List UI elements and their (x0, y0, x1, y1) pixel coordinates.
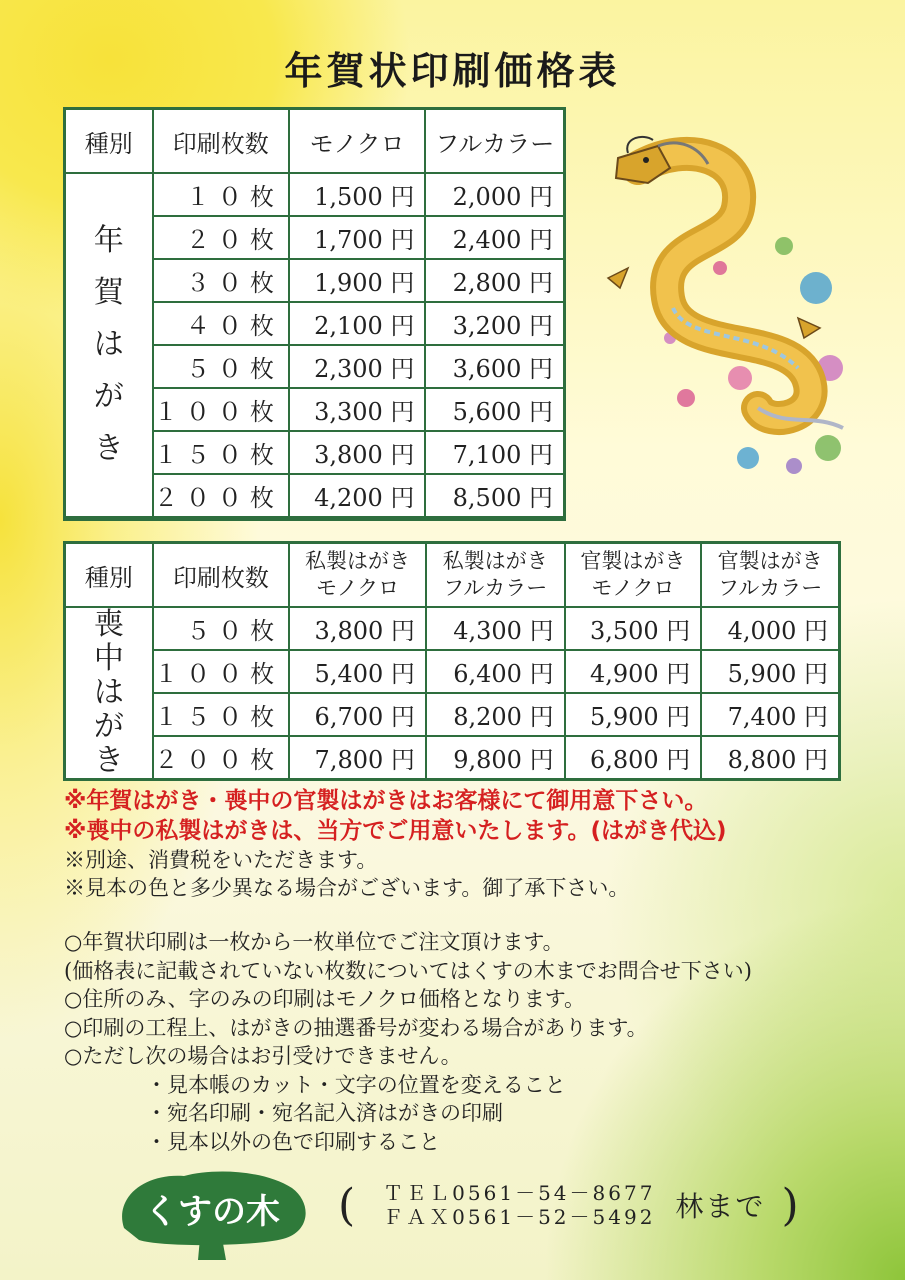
price-color: 7,100 円 (425, 431, 564, 474)
header-line: フルカラー (718, 576, 823, 600)
price-mono: 3,800 円 (289, 431, 426, 474)
note-color: ※見本の色と多少異なる場合がございます。御了承下さい。 (64, 876, 630, 900)
print-count: １０枚 (153, 173, 289, 216)
header-type: 種別 (65, 109, 153, 173)
kusunoki-logo (114, 1168, 310, 1264)
category-char: 喪 (93, 607, 124, 642)
price-color: 2,000 円 (425, 173, 564, 216)
category-char: が (93, 379, 124, 414)
info-bullet: ・宛名印刷・宛名記入済はがきの印刷 (146, 1101, 503, 1125)
price-official-mono: 4,900 円 (565, 650, 702, 693)
print-count: １５０枚 (153, 431, 289, 474)
info-bullet: ・見本以外の色で印刷すること (146, 1129, 440, 1154)
price-mono: 1,900 円 (289, 259, 426, 302)
print-count: ２００枚 (153, 474, 289, 517)
close-paren: ) (781, 1179, 799, 1231)
price-private-mono: 5,400 円 (289, 650, 426, 693)
table-row (65, 736, 839, 779)
price-color: 2,800 円 (425, 259, 564, 302)
price-official-mono: 6,800 円 (565, 736, 702, 779)
price-official-color: 4,000 円 (701, 607, 839, 650)
category-char: 年 (93, 223, 124, 258)
price-mono: 4,200 円 (289, 474, 426, 517)
header-line: 私製はがき (305, 549, 411, 573)
open-paren: ( (338, 1179, 356, 1231)
price-color: 3,600 円 (425, 345, 564, 388)
print-count: ５０枚 (153, 345, 289, 388)
info-line: ○印刷の工程上、はがきの抽選番号が変わる場合があります。 (64, 1015, 648, 1040)
contact-person: 林まで (675, 1190, 766, 1223)
price-private-color: 9,800 円 (426, 736, 565, 779)
info-line: ○住所のみ、字のみの印刷はモノクロ価格となります。 (64, 987, 586, 1011)
table-row (65, 650, 839, 693)
print-count: ２０枚 (153, 216, 289, 259)
info-line: ○ただし次の場合はお引受けできません。 (64, 1044, 462, 1068)
price-private-color: 6,400 円 (426, 650, 565, 693)
price-official-mono: 3,500 円 (565, 607, 702, 650)
header-line: モノクロ (315, 576, 400, 600)
price-color: 3,200 円 (425, 302, 564, 345)
header-line: モノクロ (591, 576, 675, 600)
table-row (65, 173, 564, 216)
info-section (64, 928, 884, 1156)
info-line: (価格表に記載されていない枚数についてはくすの木までお問合せ下さい) (64, 958, 752, 983)
note-red-2: ※喪中の私製はがきは、当方でご用意いたします。(はがき代込) (64, 818, 727, 844)
note-tax: ※別途、消費税をいただきます。 (64, 848, 378, 872)
print-count: １５０枚 (153, 693, 289, 736)
note-red-1: ※年賀はがき・喪中の官製はがきはお客様にて御用意下さい。 (64, 788, 708, 814)
tel-number: ＴＥＬ0561－54－8677 (383, 1181, 656, 1205)
price-color: 5,600 円 (425, 388, 564, 431)
dragon-illustration (598, 128, 868, 498)
price-private-mono: 6,700 円 (289, 693, 426, 736)
header-color: フルカラー (425, 109, 564, 173)
header-type: 種別 (65, 543, 153, 607)
header-count: 印刷枚数 (153, 109, 289, 173)
print-count: ４０枚 (153, 302, 289, 345)
table-header-row (65, 109, 564, 173)
print-count: １００枚 (153, 388, 289, 431)
price-official-color: 7,400 円 (701, 693, 839, 736)
category-mochu-hagaki (65, 607, 153, 779)
header-line: 官製はがき (717, 549, 823, 573)
header-mono: モノクロ (289, 109, 426, 173)
print-count: １００枚 (153, 650, 289, 693)
print-count: ３０枚 (153, 259, 289, 302)
category-char: き (93, 743, 124, 778)
price-official-color: 8,800 円 (701, 736, 839, 779)
price-private-mono: 7,800 円 (289, 736, 426, 779)
header-line: フルカラー (443, 576, 548, 600)
page-title: 年賀状印刷価格表 (284, 48, 621, 93)
header-official-color (701, 543, 839, 607)
info-line: ○年賀状印刷は一枚から一枚単位でご注文頂けます。 (64, 930, 564, 954)
price-official-mono: 5,900 円 (565, 693, 702, 736)
info-bullet: ・見本帳のカット・文字の位置を変えること (146, 1072, 566, 1097)
price-private-mono: 3,800 円 (289, 607, 426, 650)
header-count: 印刷枚数 (153, 543, 289, 607)
price-mono: 2,100 円 (289, 302, 426, 345)
price-color: 2,400 円 (425, 216, 564, 259)
category-char: は (93, 675, 124, 710)
price-mono: 2,300 円 (289, 345, 426, 388)
header-official-mono (565, 543, 702, 607)
header-line: 私製はがき (442, 549, 548, 573)
price-official-color: 5,900 円 (701, 650, 839, 693)
contact-info (338, 1175, 799, 1235)
price-private-color: 4,300 円 (426, 607, 565, 650)
phone-block (383, 1181, 655, 1229)
category-char: が (93, 709, 124, 744)
table-header-row (65, 543, 839, 607)
table-row (65, 693, 839, 736)
price-color: 8,500 円 (425, 474, 564, 517)
category-char: 賀 (93, 275, 124, 310)
nenga-price-table (64, 108, 565, 518)
header-line: 官製はがき (580, 549, 686, 573)
price-mono: 3,300 円 (289, 388, 426, 431)
category-char: は (93, 327, 124, 362)
category-char: 中 (93, 641, 124, 676)
table-row (65, 607, 839, 650)
logo-text: くすの木 (144, 1192, 280, 1232)
header-private-mono (289, 543, 426, 607)
price-private-color: 8,200 円 (426, 693, 565, 736)
price-mono: 1,700 円 (289, 216, 426, 259)
category-char: き (93, 431, 124, 466)
mochu-price-table (64, 542, 840, 780)
print-count: ５０枚 (153, 607, 289, 650)
category-nenga-hagaki (65, 173, 153, 517)
notes-section (64, 786, 884, 902)
price-mono: 1,500 円 (289, 173, 426, 216)
print-count: ２００枚 (153, 736, 289, 779)
header-private-color (426, 543, 565, 607)
fax-number: ＦＡＸ0561－52－5492 (383, 1205, 656, 1229)
